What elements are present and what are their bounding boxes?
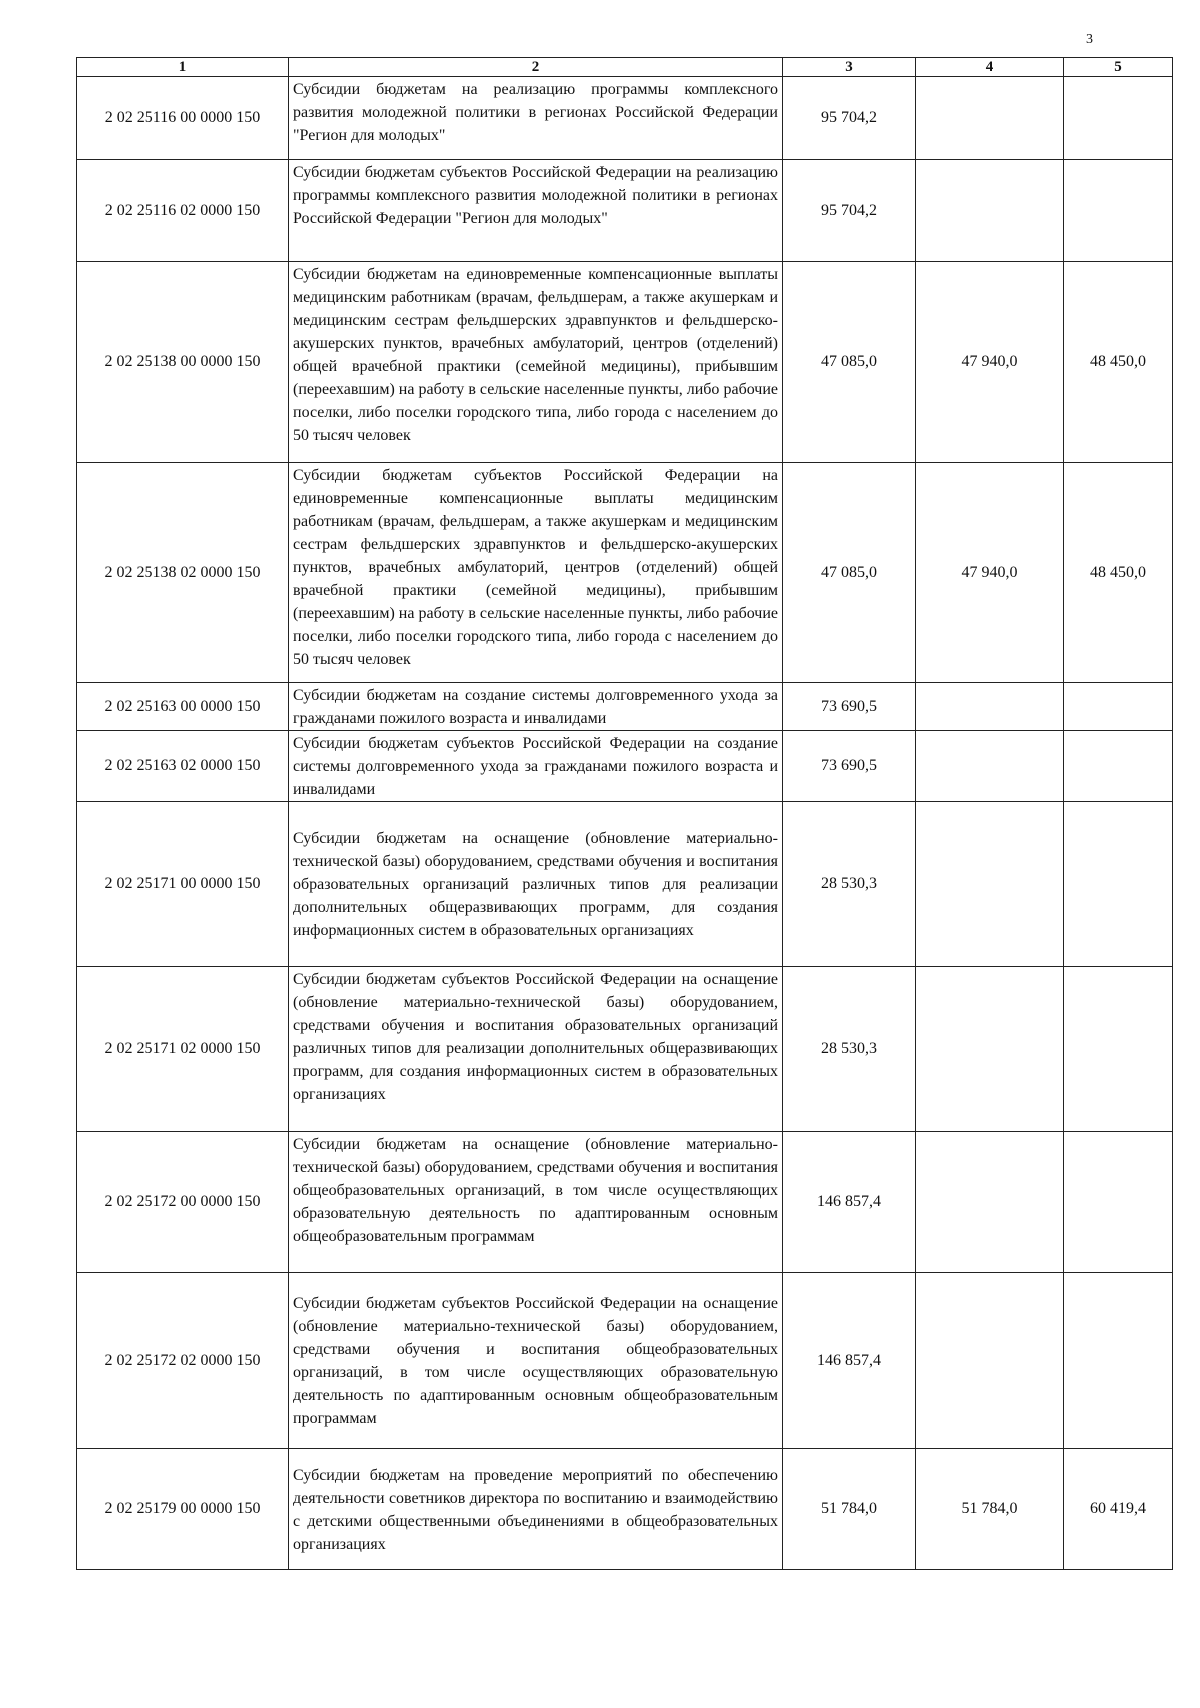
- row-code: 2 02 25172 02 0000 150: [77, 1273, 289, 1449]
- table-row: [77, 967, 1173, 1132]
- column-header-5: 5: [1064, 58, 1173, 77]
- row-value-col5: [1064, 160, 1173, 262]
- row-description: Субсидии бюджетам субъектов Российской Федерации на оснащение (обновление материально-технической базы) оборудованием, средствами обучения и воспитания образовательных организаций различных типов для реализации дополнительных общеразвивающих программ, для создания информационных систем в образовательных организациях: [289, 967, 783, 1132]
- row-description: Субсидии бюджетам на оснащение (обновление материально-технической базы) оборудованием, средствами обучения и воспитания общеобразовательных организаций, в том числе осуществляющих образовательную деятельность по адаптированным основным общеобразовательным программам: [289, 1132, 783, 1273]
- row-code: 2 02 25179 00 0000 150: [77, 1449, 289, 1570]
- table-row: [77, 802, 1173, 967]
- row-code: 2 02 25138 00 0000 150: [77, 262, 289, 463]
- row-value-col4: 47 940,0: [916, 262, 1064, 463]
- row-description: Субсидии бюджетам субъектов Российской Федерации на реализацию программы комплексного развития молодежной политики в регионах Российской Федерации "Регион для молодых": [289, 160, 783, 262]
- row-code: 2 02 25116 00 0000 150: [77, 77, 289, 160]
- row-description: Субсидии бюджетам субъектов Российской Федерации на создание системы долговременного ухода за гражданами пожилого возраста и инвалидами: [289, 731, 783, 802]
- row-value-col5: [1064, 1273, 1173, 1449]
- page-number: 3: [1086, 32, 1093, 47]
- row-value-col5: [1064, 77, 1173, 160]
- row-value-col4: [916, 683, 1064, 731]
- row-value-col5: [1064, 1132, 1173, 1273]
- row-description: Субсидии бюджетам субъектов Российской Федерации на оснащение (обновление материально-технической базы) оборудованием, средствами обучения и воспитания общеобразовательных организаций, в том числе осуществляющих образовательную деятельность по адаптированным основным общеобразовательным программам: [289, 1273, 783, 1449]
- row-value-col5: 48 450,0: [1064, 262, 1173, 463]
- row-value-col5: 60 419,4: [1064, 1449, 1173, 1570]
- row-value-col4: [916, 1132, 1064, 1273]
- row-value-col3: 47 085,0: [783, 463, 916, 683]
- row-value-col3: 73 690,5: [783, 683, 916, 731]
- column-header-2: 2: [289, 58, 783, 77]
- table-row: [77, 1273, 1173, 1449]
- budget-table: [76, 57, 1173, 1570]
- table-row: [77, 1132, 1173, 1273]
- row-code: 2 02 25171 00 0000 150: [77, 802, 289, 967]
- row-value-col4: [916, 1273, 1064, 1449]
- row-code: 2 02 25171 02 0000 150: [77, 967, 289, 1132]
- row-code: 2 02 25163 00 0000 150: [77, 683, 289, 731]
- row-value-col3: 73 690,5: [783, 731, 916, 802]
- row-value-col4: [916, 802, 1064, 967]
- row-value-col3: 95 704,2: [783, 77, 916, 160]
- row-value-col5: [1064, 967, 1173, 1132]
- row-code: 2 02 25116 02 0000 150: [77, 160, 289, 262]
- row-code: 2 02 25163 02 0000 150: [77, 731, 289, 802]
- row-value-col5: [1064, 683, 1173, 731]
- header-row: [77, 58, 1173, 77]
- table-row: [77, 731, 1173, 802]
- row-value-col3: 51 784,0: [783, 1449, 916, 1570]
- row-value-col4: 47 940,0: [916, 463, 1064, 683]
- row-value-col5: [1064, 802, 1173, 967]
- row-code: 2 02 25138 02 0000 150: [77, 463, 289, 683]
- row-value-col4: [916, 77, 1064, 160]
- table-row: [77, 683, 1173, 731]
- row-value-col5: [1064, 731, 1173, 802]
- row-value-col3: 28 530,3: [783, 802, 916, 967]
- row-value-col4: 51 784,0: [916, 1449, 1064, 1570]
- table-row: [77, 77, 1173, 160]
- row-code: 2 02 25172 00 0000 150: [77, 1132, 289, 1273]
- row-description: Субсидии бюджетам на оснащение (обновление материально-технической базы) оборудованием, средствами обучения и воспитания образовательных организаций различных типов для реализации дополнительных общеразвивающих программ, для создания информационных систем в образовательных организациях: [289, 802, 783, 967]
- row-description: Субсидии бюджетам на создание системы долговременного ухода за гражданами пожилого возраста и инвалидами: [289, 683, 783, 731]
- row-value-col3: 95 704,2: [783, 160, 916, 262]
- row-value-col4: [916, 731, 1064, 802]
- column-header-3: 3: [783, 58, 916, 77]
- row-description: Субсидии бюджетам на единовременные компенсационные выплаты медицинским работникам (врачам, фельдшерам, а также акушеркам и медицинским сестрам фельдшерских здравпунктов и фельдшерско-акушерских пунктов, врачебных амбулаторий, центров (отделений) общей врачебной практики (семейной медицины), прибывшим (переехавшим) на работу в сельские населенные пункты, либо рабочие поселки, либо поселки городского типа, либо города с населением до 50 тысяч человек: [289, 262, 783, 463]
- row-value-col3: 28 530,3: [783, 967, 916, 1132]
- row-value-col5: 48 450,0: [1064, 463, 1173, 683]
- row-value-col4: [916, 160, 1064, 262]
- row-description: Субсидии бюджетам субъектов Российской Федерации на единовременные компенсационные выплаты медицинским работникам (врачам, фельдшерам, а также акушеркам и медицинским сестрам фельдшерских здравпунктов и фельдшерско-акушерских пунктов, врачебных амбулаторий, центров (отделений) общей врачебной практики (семейной медицины), прибывшим (переехавшим) на работу в сельские населенные пункты, либо рабочие поселки, либо поселки городского типа, либо города с населением до 50 тысяч человек: [289, 463, 783, 683]
- column-header-1: 1: [77, 58, 289, 77]
- row-value-col3: 146 857,4: [783, 1273, 916, 1449]
- table-row: [77, 1449, 1173, 1570]
- row-description: Субсидии бюджетам на реализацию программы комплексного развития молодежной политики в регионах Российской Федерации "Регион для молодых": [289, 77, 783, 160]
- column-header-4: 4: [916, 58, 1064, 77]
- row-description: Субсидии бюджетам на проведение мероприятий по обеспечению деятельности советников директора по воспитанию и взаимодействию с детскими общественными объединениями в общеобразовательных организациях: [289, 1449, 783, 1570]
- row-value-col3: 47 085,0: [783, 262, 916, 463]
- table-row: [77, 262, 1173, 463]
- table-row: [77, 160, 1173, 262]
- table-row: [77, 463, 1173, 683]
- row-value-col3: 146 857,4: [783, 1132, 916, 1273]
- row-value-col4: [916, 967, 1064, 1132]
